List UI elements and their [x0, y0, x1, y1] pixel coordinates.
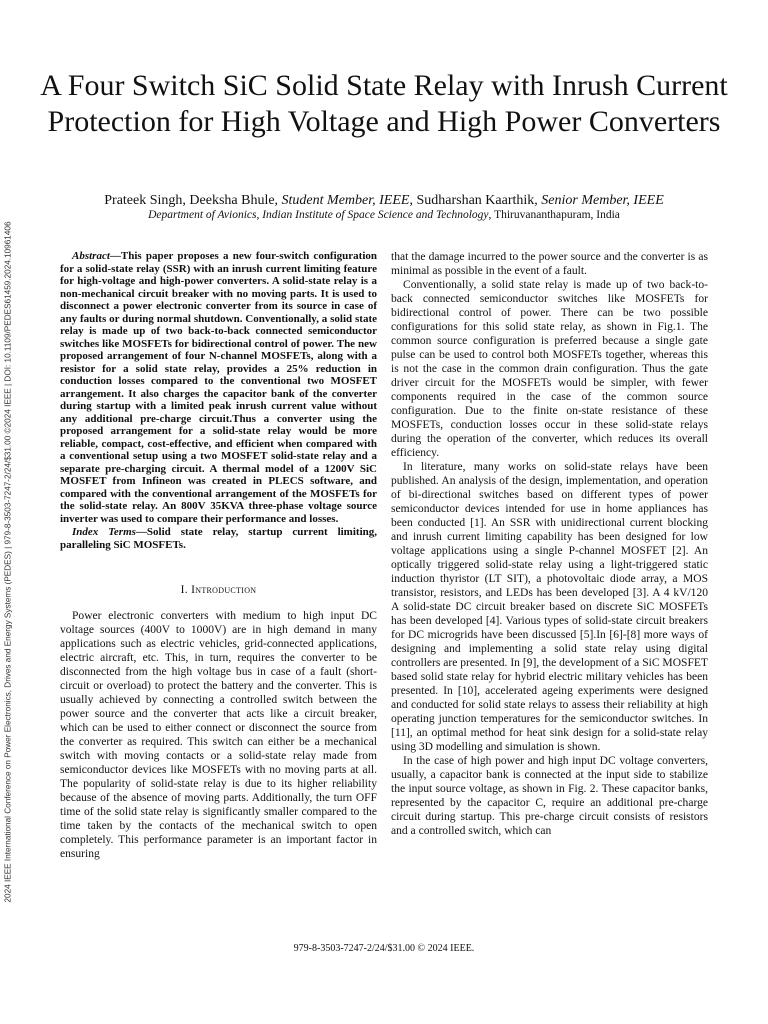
- author-role-2: Senior Member, IEEE: [541, 193, 664, 208]
- affiliation-dept: Department of Avionics, Indian Institute of Space Science and Technology: [148, 209, 489, 221]
- body-paragraph: In literature, many works on solid-state relays have been published. An analysis of the design, implementation, and operation of bi-directional switches based on different types of power semiconductor devices intended for use in home appliances has been conducted [1]. An SSR with unidirectional current blocking and inrush current limiting capability has been designed for low voltage applications using a single P-channel MOSFET [2]. An optically triggered solid-state relay using a light-triggered static induction thyristor (LT SIT), a photovoltaic diode array, a MOS transistor, resistors, and LEDs has been developed [3]. A 4 kV/120 A solid-state DC circuit breaker based on discrete SiC MOSFETs has been developed [4]. Various types of solid-state circuit breakers for DC microgrids have been discussed [5].In [6]-[8] more ways of designing and implementing a solid state relay using digital controllers are presented. In [9], the development of a SiC MOSFET based solid state relay for hybrid electric military vehicles has been presented. In [10], accelerated ageing experiments were designed and conducted for solid state relays to assess their reliability at high operating junction temperatures for the semiconductor switches. In [11], an optimal method for heat sink design for a solid-state relay using 3D modelling and simulation is shown.: [391, 461, 708, 753]
- abstract-paragraph: [60, 250, 377, 525]
- body-paragraph: that the damage incurred to the power source and the converter is as minimal as possible in the event of a fault.: [391, 251, 708, 277]
- author-names-2: , Sudharshan Kaarthik,: [409, 193, 542, 208]
- author-role-1: Student Member, IEEE: [281, 193, 410, 208]
- page-footer: 979-8-3503-7247-2/24/$31.00 © 2024 IEEE.: [293, 943, 475, 954]
- abstract-label: Abstract: [72, 250, 110, 262]
- side-citation-text: 2024 IEEE International Conference on Power Electronics, Drives and Energy Systems (PEDES) | 979-8-3503-7247-2/24/$31.00 ©2024 IEEE | DOI: 10.1109/PEDES61459.2024.10961406: [3, 221, 13, 903]
- author-names-1: Prateek Singh, Deeksha Bhule,: [104, 193, 282, 208]
- affiliation-line: [40, 208, 728, 223]
- body-paragraph: Conventionally, a solid state relay is made up of two back-to-back connected semiconductor switches like MOSFETs for bidirectional control of power. There can be two possible configurations for this solid state relay, as shown in Fig.1. The common source configuration is preferred because a single gate pulse can be used to control both MOSFETs together, whereas this is not the case in the common drain configuration. Thus the gate driver circuit for the MOSFETs would be simpler, with fewer components required in the case of the common source configuration. Due to the finite on-state resistance of these MOSFETs, conduction losses occur in these solid-state relays during the operation of the converter, which reduces its overall efficiency.: [391, 279, 708, 459]
- section-numeral: I.: [180, 584, 192, 596]
- index-terms-label: Index Terms: [72, 526, 136, 538]
- affiliation-place: , Thiruvananthapuram, India: [488, 209, 620, 221]
- side-citation-strip: [0, 172, 16, 952]
- left-column: [60, 250, 377, 861]
- body-paragraph: In the case of high power and high input DC voltage converters, usually, a capacitor bank is connected at the input side to stabilize the input source voltage, as shown in Fig. 2. These capacitor banks, represented by the capacitor C, require an additional pre-charge circuit during startup. This pre-charge circuit consists of resistors and a controlled switch, which can: [391, 755, 708, 837]
- paper-title: A Four Switch SiC Solid State Relay with Inrush Current Protection for High Voltage and High Power Converters: [40, 69, 728, 138]
- body-paragraph: Power electronic converters with medium to high input DC voltage sources (400V to 1000V) are in high demand in many applications such as electric vehicles, grid-connected applications, electric aircraft, etc. This, in turn, requires the converter to be disconnected from the high voltage bus in case of a fault (short-circuit or overload) to protect the battery and the converter. This is usually achieved by connecting a controlled switch between the power source and the converter that acts like a circuit breaker, which can be used to either connect or disconnect the source from the converter as required. This switch can either be a mechanical switch with moving contacts or a solid-state relay made from semiconductor devices like MOSFETs with no moving parts at all. The popularity of solid-state relay is due to its higher reliability because of the absence of moving parts. Additionally, the turn OFF time of the solid state relay is significantly smaller compared to the time taken by the contacts of the mechanical switch to open completely. This performance parameter is an important factor in ensuring: [60, 610, 377, 860]
- section-heading-introduction: [60, 583, 377, 597]
- right-column: [391, 250, 708, 838]
- index-terms-text: —Solid state relay, startup current limiting, paralleling SiC MOSFETs.: [60, 526, 377, 551]
- section-title: Introduction: [191, 584, 257, 596]
- index-terms-paragraph: [60, 526, 377, 551]
- abstract-text: —This paper proposes a new four-switch configuration for a solid-state relay (SSR) with an inrush current limiting feature for high-voltage and high-power converters. A solid-state relay is a non-mechanical circuit breaker with no moving parts. It is used to disconnect a power electronic converter from its source in case of any faults or during normal shutdown. Conventionally, a solid state relay is made up of two back-to-back connected semiconductor switches like MOSFETs for bidirectional control of power. The new proposed arrangement of four N-channel MOSFETs, along with a resistor for a solid state relay, provides a 25% reduction in conduction losses compared to the conventional two MOSFET arrangement. It also charges the capacitor bank of the converter during startup with a limited peak inrush current value without any additional pre-charge circuit.Thus a converter using the proposed arrangement for a solid-state relay would be more reliable, compact, cost-effective, and efficient when compared with a conventional setup using a two MOSFET solid-state relay and a separate pre-charging circuit. A thermal model of a 1200V SiC MOSFET from Infineon was created in PLECS software, and compared with the conventional arrangement of the MOSFETs for the solid-state relay. An 800V 35KVA three-phase voltage source inverter was used to compare their performance and losses.: [60, 250, 377, 525]
- abstract-block: [60, 250, 377, 551]
